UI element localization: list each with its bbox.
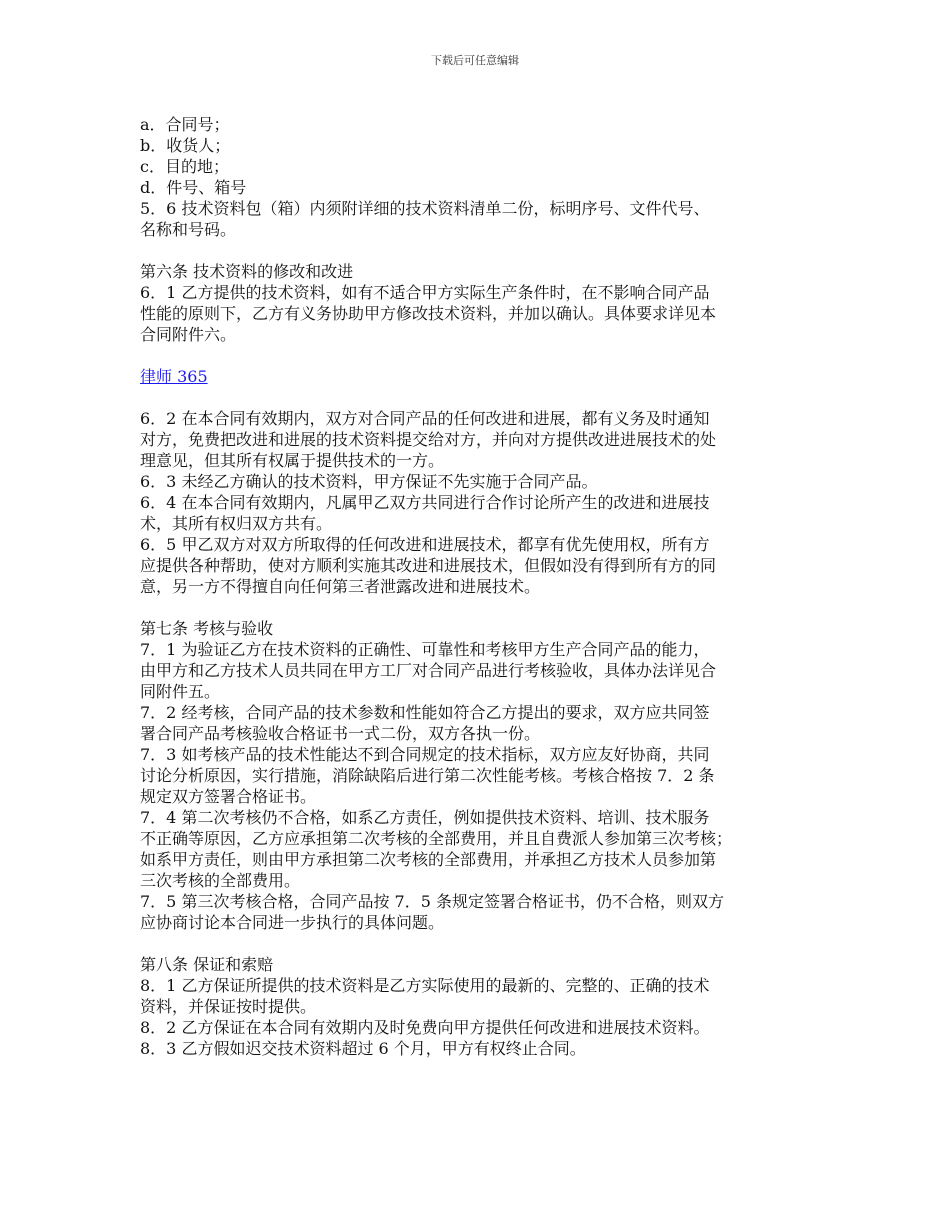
text-line: 6．5 甲乙双方对双方所取得的任何改进和进展技术，都享有优先使用权，所有方 [140, 535, 710, 554]
text-line: 7．1 为验证乙方在技术资料的正确性、可靠性和考核甲方生产合同产品的能力， [140, 640, 710, 659]
text-line: 8．2 乙方保证在本合同有效期内及时免费向甲方提供任何改进和进展技术资料。 [140, 1018, 710, 1037]
text-line: 应协商讨论本合同进一步执行的具体问题。 [140, 913, 445, 932]
text-line: 名称和号码。 [140, 220, 237, 239]
paragraph-gap [140, 345, 820, 366]
article-6-heading: 第六条 技术资料的修改和改进 [140, 262, 354, 281]
text-line: c．目的地； [140, 157, 229, 176]
link-line [140, 366, 820, 387]
text-line: 由甲方和乙方技术人员共同在甲方工厂对合同产品进行考核验收，具体办法详见合 [140, 661, 717, 680]
text-line: 7．5 第三次考核合格，合同产品按 7．5 条规定签署合格证书，仍不合格，则双方 [140, 892, 724, 911]
list-block-a [140, 114, 820, 240]
text-line: 规定双方签署合格证书。 [140, 787, 317, 806]
paragraph-gap [140, 597, 820, 618]
text-line: 不正确等原因，乙方应承担第二次考核的全部费用，并且自费派人参加第三次考核； [140, 829, 733, 848]
article-8-section [140, 954, 820, 1059]
article-7-heading: 第七条 考核与验收 [140, 619, 274, 638]
text-line: 6．1 乙方提供的技术资料，如有不适合甲方实际生产条件时，在不影响合同产品 [140, 283, 710, 302]
text-line: 合同附件六。 [140, 325, 237, 344]
text-line: 对方，免费把改进和进展的技术资料提交给对方，并向对方提供改进进展技术的处 [140, 430, 717, 449]
text-line: d．件号、箱号 [140, 178, 247, 197]
text-line: b．收货人； [140, 136, 231, 155]
text-line: 6．2 在本合同有效期内，双方对合同产品的任何改进和进展，都有义务及时通知 [140, 409, 710, 428]
text-line: 7．3 如考核产品的技术性能达不到合同规定的技术指标，双方应友好协商，共同 [140, 745, 710, 764]
paragraph-gap [140, 387, 820, 408]
article-6-continued [140, 408, 820, 597]
text-line: 同附件五。 [140, 682, 221, 701]
paragraph-gap [140, 240, 820, 261]
text-line: 讨论分析原因，实行措施，消除缺陷后进行第二次性能考核。考核合格按 7．2 条 [140, 766, 715, 785]
text-line: 资料，并保证按时提供。 [140, 997, 317, 1016]
article-8-heading: 第八条 保证和索赔 [140, 955, 274, 974]
text-line: 应提供各种帮助，使对方顺利实施其改进和进展技术，但假如没有得到所有方的同 [140, 556, 717, 575]
paragraph-gap [140, 933, 820, 954]
text-line: 性能的原则下，乙方有义务协助甲方修改技术资料，并加以确认。具体要求详见本 [140, 304, 717, 323]
text-line: 理意见，但其所有权属于提供技术的一方。 [140, 451, 445, 470]
text-line: 6．4 在本合同有效期内，凡属甲乙双方共同进行合作讨论所产生的改进和进展技 [140, 493, 710, 512]
page-header: 下载后可任意编辑 [431, 54, 519, 67]
text-line: 如系甲方责任，则由甲方承担第二次考核的全部费用，并承担乙方技术人员参加第 [140, 850, 717, 869]
text-line: 7．4 第二次考核仍不合格，如系乙方责任，例如提供技术资料、培训、技术服务 [140, 808, 710, 827]
lawyer-365-link[interactable]: 律师 365 [140, 367, 208, 386]
text-line: 意，另一方不得擅自向任何第三者泄露改进和进展技术。 [140, 577, 541, 596]
text-line: 三次考核的全部费用。 [140, 871, 301, 890]
text-line: 署合同产品考核验收合格证书一式二份，双方各执一份。 [140, 724, 541, 743]
article-6-section [140, 261, 820, 345]
text-line: 8．1 乙方保证所提供的技术资料是乙方实际使用的最新的、完整的、正确的技术 [140, 976, 710, 995]
article-7-section [140, 618, 820, 933]
text-line: 5．6 技术资料包（箱）内须附详细的技术资料清单二份，标明序号、文件代号、 [140, 199, 710, 218]
text-line: 术，其所有权归双方共有。 [140, 514, 333, 533]
text-line: 8．3 乙方假如迟交技术资料超过 6 个月，甲方有权终止合同。 [140, 1039, 586, 1058]
document-body [140, 114, 820, 1059]
text-line: 6．3 未经乙方确认的技术资料，甲方保证不先实施于合同产品。 [140, 472, 598, 491]
text-line: a．合同号； [140, 115, 230, 134]
text-line: 7．2 经考核，合同产品的技术参数和性能如符合乙方提出的要求，双方应共同签 [140, 703, 710, 722]
